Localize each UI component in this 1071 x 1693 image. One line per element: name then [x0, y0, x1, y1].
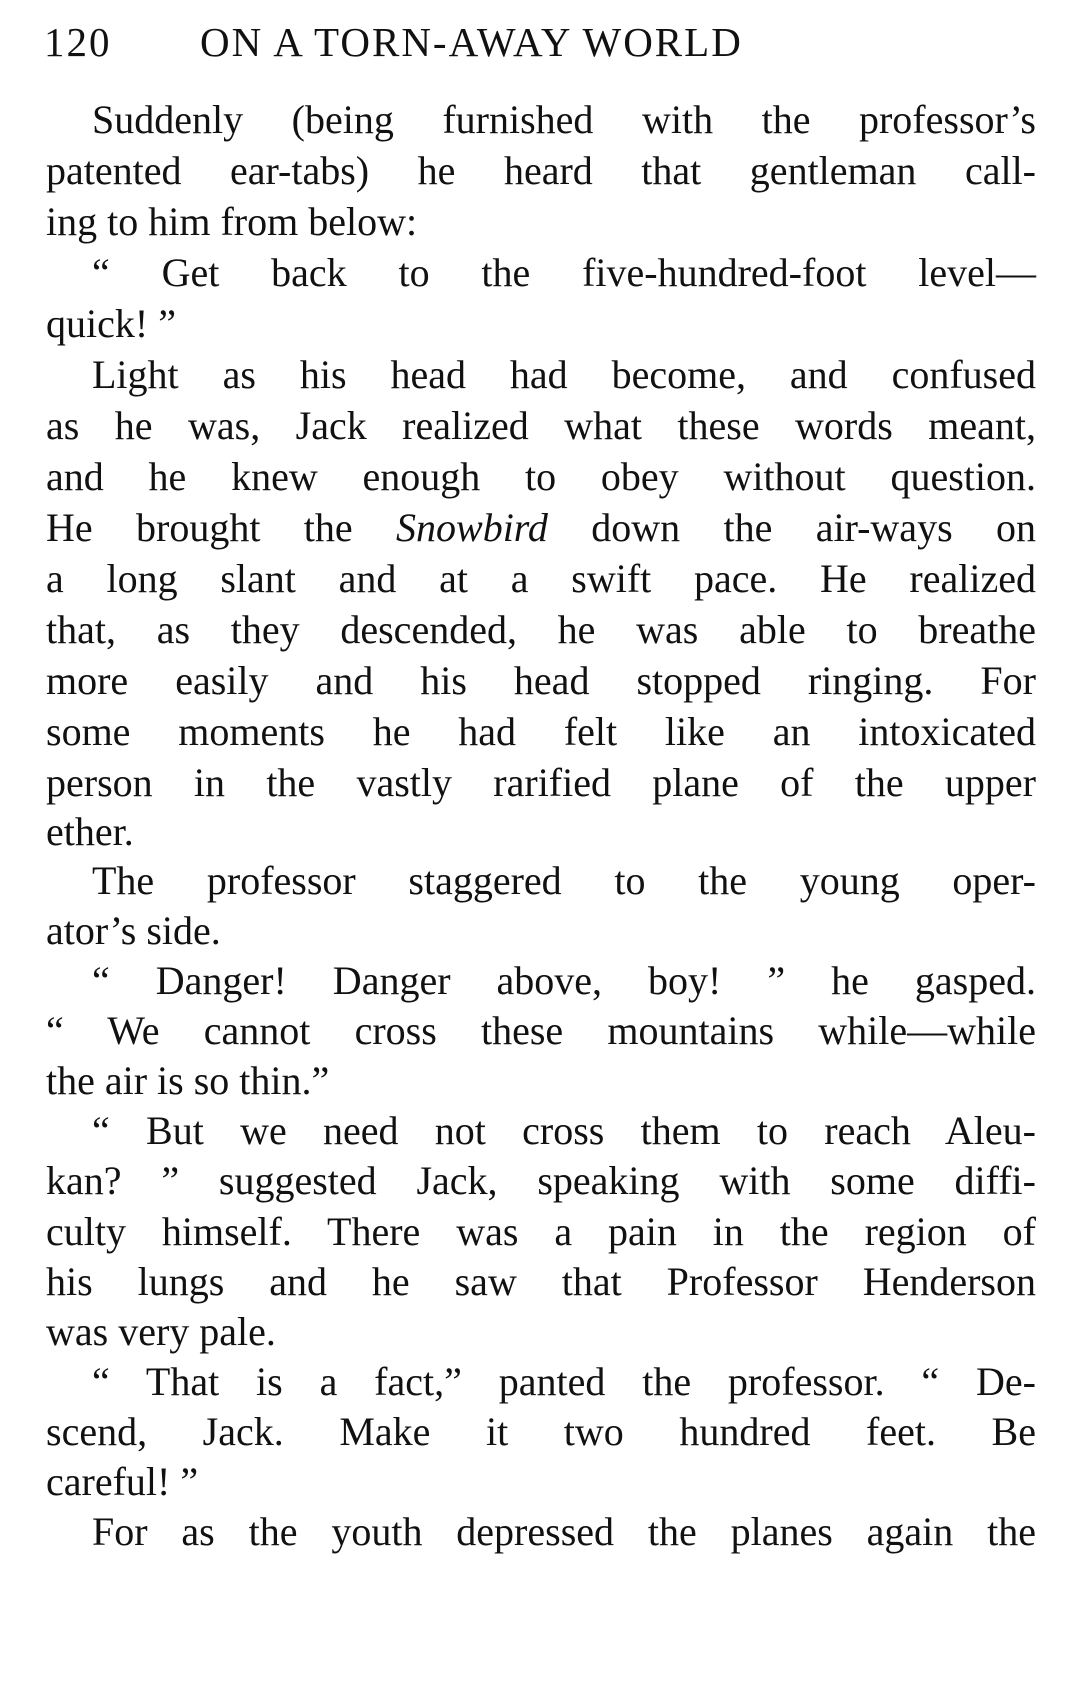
text-line-25: was very pale.	[46, 1309, 276, 1354]
text-line-22: kan? ” suggested Jack, speaking with some diffi-	[46, 1158, 1036, 1203]
text-line-9-pre: He brought the	[46, 505, 397, 550]
text-line-12: more easily and his head stopped ringing. For	[46, 658, 1036, 703]
text-line-16: The professor staggered to the young oper-	[92, 858, 1036, 903]
text-line-9-post: down the air-ways on	[547, 505, 1036, 550]
text-line-29: For as the youth depressed the planes again the	[92, 1509, 1036, 1554]
text-line-20: the air is so thin.”	[46, 1058, 330, 1103]
text-line-21: “ But we need not cross them to reach Aleu-	[92, 1108, 1036, 1153]
text-line-28: careful! ”	[46, 1459, 199, 1504]
text-line-27: scend, Jack. Make it two hundred feet. Be	[46, 1409, 1036, 1454]
text-line-26: “ That is a fact,” panted the professor. “ De-	[92, 1359, 1036, 1404]
text-line-24: his lungs and he saw that Professor Henderson	[46, 1259, 1036, 1304]
text-line-8: and he knew enough to obey without question.	[46, 454, 1036, 499]
text-line-15: ether.	[46, 809, 134, 854]
text-line-3: ing to him from below:	[46, 199, 418, 244]
text-line-10: a long slant and at a swift pace. He realized	[46, 556, 1036, 601]
text-line-7: as he was, Jack realized what these words meant,	[46, 403, 1036, 448]
text-line-1: Suddenly (being furnished with the professor’s	[92, 97, 1036, 142]
running-title: ON A TORN-AWAY WORLD	[200, 19, 743, 65]
text-line-5: quick! ”	[46, 301, 176, 346]
text-line-23: culty himself. There was a pain in the region of	[46, 1209, 1036, 1254]
text-line-6: Light as his head had become, and confused	[92, 352, 1036, 397]
text-line-14: person in the vastly rarified plane of the upper	[46, 760, 1036, 805]
text-line-18: “ Danger! Danger above, boy! ” he gasped.	[92, 958, 1036, 1003]
text-line-19: “ We cannot cross these mountains while—while	[46, 1008, 1036, 1053]
text-line-4: “ Get back to the five-hundred-foot level—	[92, 250, 1036, 295]
text-line-17: ator’s side.	[46, 908, 221, 953]
text-line-11: that, as they descended, he was able to breathe	[46, 607, 1036, 652]
page-header	[44, 18, 1024, 68]
ship-name-snowbird: Snowbird	[396, 505, 548, 550]
page-number: 120	[44, 19, 112, 65]
text-line-9	[46, 502, 1036, 554]
text-line-13: some moments he had felt like an intoxicated	[46, 709, 1036, 754]
text-line-2: patented ear-tabs) he heard that gentleman call-	[46, 148, 1036, 193]
